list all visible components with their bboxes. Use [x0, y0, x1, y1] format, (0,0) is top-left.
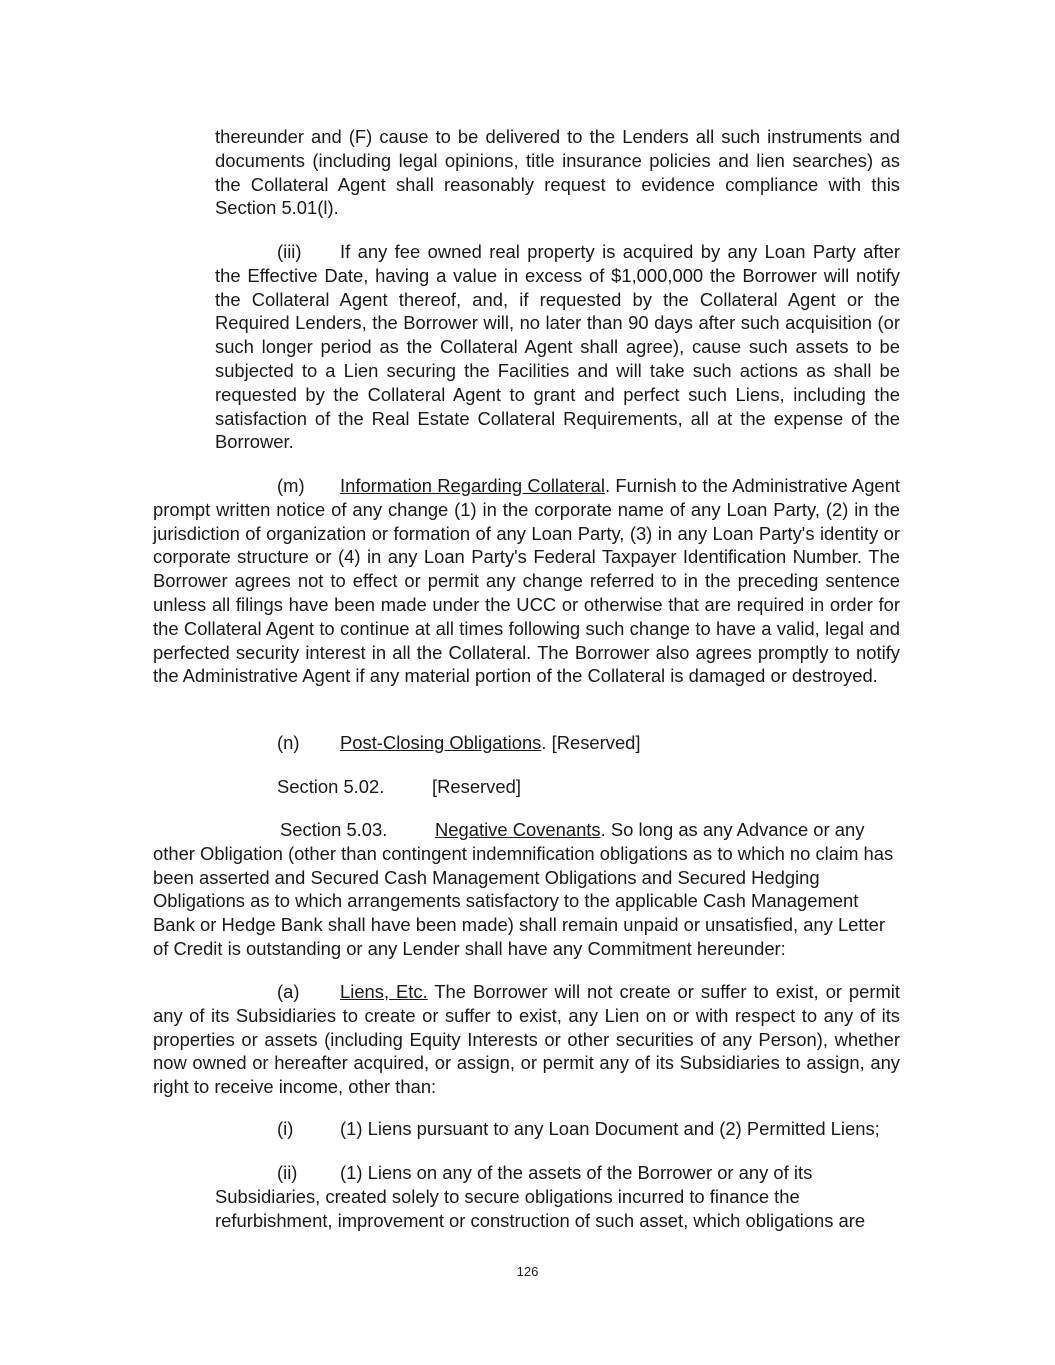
paragraph-n: [277, 731, 641, 755]
paragraph-continuation: [215, 125, 900, 220]
paragraph-text: (1) Liens on any of the assets of the Borrower or any of its Subsidiaries, created solely to secure obligations incurred to finance the refurbishment, improvement or construction of such asset, which obligations are: [215, 1162, 866, 1231]
section-number: Section 5.03.: [280, 819, 388, 840]
paragraph-text: . Furnish to the Administrative Agent prompt written notice of any change (1) in the corporate name of any Loan Party, (2) in the jurisdiction of organization or formation of any Loan Party, (3) in any Loan Party's identity or corporate structure or (4) in any Loan Party's Federal Taxpayer Identification Number. The Borrower agrees not to effect or permit any change referred to in the preceding sentence unless all filings have been made under the UCC or otherwise that are required in order for the Collateral Agent to continue at all times following such change to have a valid, legal and perfected security interest in all the Collateral. The Borrower also agrees promptly to notify the Administrative Agent if any material portion of the Collateral is damaged or destroyed.: [153, 475, 900, 687]
paragraph-text: . [Reserved]: [541, 732, 641, 753]
paragraph-a: [153, 980, 900, 1099]
paragraph-iii: [215, 240, 900, 454]
paragraph-i: [277, 1117, 880, 1141]
section-text: [Reserved]: [432, 776, 521, 797]
paragraph-text: The Borrower will not create or suffer to exist, or permit any of its Subsidiaries to create or suffer to exist, any Lien on or with respect to any of its properties or assets (including Equity Interests or other securities of any Person), whether now owned or hereafter acquired, or assign, or permit any of its Subsidiaries to assign, any right to receive income, other than:: [153, 981, 900, 1098]
paragraph-text: (1) Liens pursuant to any Loan Document and (2) Permitted Liens;: [340, 1118, 880, 1139]
paragraph-m: [153, 474, 900, 688]
paragraph-heading: Information Regarding Collateral: [340, 475, 605, 496]
paragraph-heading: Post-Closing Obligations: [340, 732, 542, 753]
paragraph-number: (a): [277, 981, 300, 1002]
section-heading: Negative Covenants: [435, 819, 601, 840]
paragraph-ii: [215, 1161, 900, 1232]
paragraph-number: (i): [277, 1118, 294, 1139]
paragraph-text: thereunder and (F) cause to be delivered to the Lenders all such instruments and documents (including legal opinions, title insurance policies and lien searches) as the Collateral Agent shall reasonably request to evidence compliance with this Section 5.01(l).: [215, 126, 900, 219]
paragraph-number: (ii): [277, 1162, 298, 1183]
paragraph-number: (m): [277, 475, 305, 496]
section-number: Section 5.02.: [277, 776, 385, 797]
section-5-03: [153, 818, 900, 961]
page-number: 126: [516, 1264, 539, 1279]
paragraph-number: (n): [277, 732, 300, 753]
paragraph-text: If any fee owned real property is acquired by any Loan Party after the Effective Date, having a value in excess of $1,000,000 the Borrower will notify the Collateral Agent thereof, and, if requested by the Collateral Agent or the Required Lenders, the Borrower will, no later than 90 days after such acquisition (or such longer period as the Collateral Agent shall agree), cause such assets to be subjected to a Lien securing the Facilities and will take such actions as shall be requested by the Collateral Agent to grant and perfect such Liens, including the satisfaction of the Real Estate Collateral Requirements, all at the expense of the Borrower.: [215, 241, 900, 453]
paragraph-heading: Liens, Etc.: [340, 981, 428, 1002]
section-text: . So long as any Advance or any other Obligation (other than contingent indemnification obligations as to which no claim has been asserted and Secured Cash Management Obligations and Secured Hedging Obligations as to which arrangements satisfactory to the applicable Cash Management Bank or Hedge Bank shall have been made) shall remain unpaid or unsatisfied, any Letter of Credit is outstanding or any Lender shall have any Commitment hereunder:: [153, 819, 894, 959]
paragraph-number: (iii): [277, 241, 302, 262]
section-5-02: [277, 775, 521, 799]
